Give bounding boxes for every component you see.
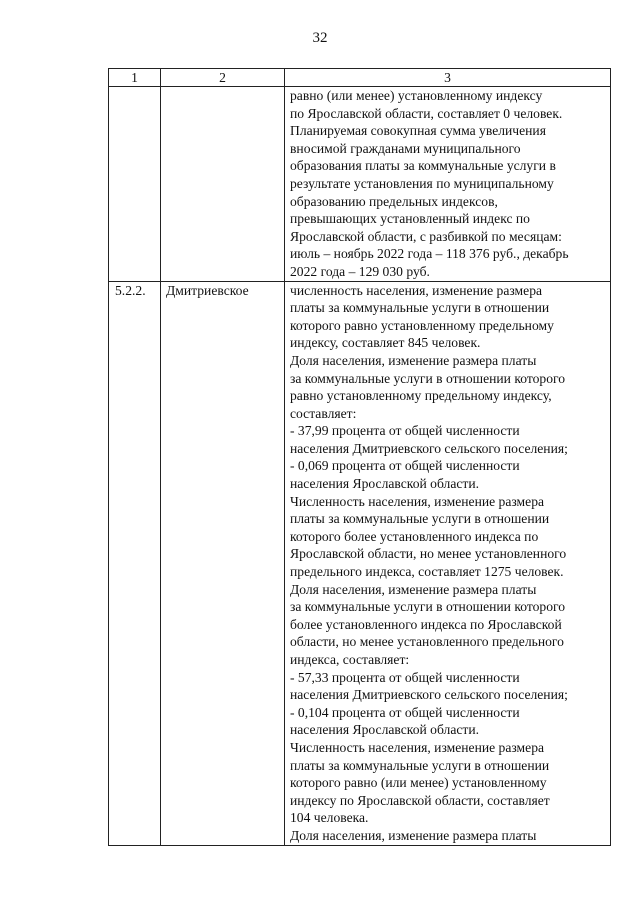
text-line: более установленного индекса по Ярославской [290, 616, 562, 632]
text-line: - 0,104 процента от общей численности [290, 704, 520, 720]
column-header-2: 2 [161, 69, 285, 87]
text-line: Планируемая совокупная сумма увеличения [290, 123, 546, 139]
row-name-cell: Дмитриевское [161, 281, 285, 845]
text-line: образования платы за коммунальные услуги в [290, 158, 556, 174]
text-line: - 0,069 процента от общей численности [290, 458, 520, 474]
text-line: населения Дмитриевского сельского поселения; [290, 440, 568, 456]
text-line: равно (или менее) установленному индексу [290, 88, 543, 103]
text-line: платы за коммунальные услуги в отношении [290, 757, 550, 773]
table-header-row [109, 69, 611, 87]
text-line: июль – ноябрь 2022 года – 118 376 руб., декабрь [290, 246, 569, 262]
row-number-cell [109, 87, 161, 282]
table-row [109, 87, 611, 282]
text-line: Доля населения, изменение размера платы [290, 827, 537, 843]
text-line: Ярославской области, но менее установленного [290, 546, 567, 562]
text-line: Ярославской области, с разбивкой по месяцам: [290, 228, 562, 244]
text-line: превышающих установленный индекс по [290, 211, 530, 227]
text-line: 2022 года – 129 030 руб. [290, 263, 430, 279]
text-line: результате установления по муниципальному [290, 175, 554, 191]
text-line: населения Ярославской области. [290, 476, 480, 492]
text-line: Численность населения, изменение размера [290, 739, 545, 755]
text-line: - 37,99 процента от общей численности [290, 423, 520, 439]
row-text-cell [285, 281, 611, 845]
text-line: которого равно (или менее) установленному [290, 775, 547, 791]
column-header-3: 3 [285, 69, 611, 87]
text-line: - 57,33 процента от общей численности [290, 669, 520, 685]
text-line: образованию предельных индексов, [290, 193, 498, 209]
row-name-cell [161, 87, 285, 282]
column-header-1: 1 [109, 69, 161, 87]
text-line: населения Ярославской области. [290, 722, 480, 738]
table-row [109, 281, 611, 845]
text-line: составляет: [290, 405, 357, 421]
data-table [108, 68, 611, 846]
text-line: которого более установленного индекса по [290, 528, 539, 544]
text-line: населения Дмитриевского сельского поселения; [290, 687, 568, 703]
text-line: платы за коммунальные услуги в отношении [290, 300, 550, 316]
text-line: по Ярославской области, составляет 0 человек. [290, 105, 563, 121]
text-line: индексу по Ярославской области, составляет [290, 792, 550, 808]
text-line: равно установленному предельному индексу, [290, 388, 552, 404]
text-line: Доля населения, изменение размера платы [290, 352, 537, 368]
row-number-cell: 5.2.2. [109, 281, 161, 845]
text-line: Доля населения, изменение размера платы [290, 581, 537, 597]
text-line: индексу, составляет 845 человек. [290, 335, 481, 351]
text-line: платы за коммунальные услуги в отношении [290, 511, 550, 527]
text-line: численность населения, изменение размера [290, 282, 543, 298]
text-line: Численность населения, изменение размера [290, 493, 545, 509]
text-line: области, но менее установленного предельного [290, 634, 564, 650]
text-line: 104 человека. [290, 810, 369, 826]
text-line: за коммунальные услуги в отношении которого [290, 370, 566, 386]
text-line: вносимой гражданами муниципального [290, 140, 521, 156]
page-number: 32 [312, 30, 328, 46]
text-line: индекса, составляет: [290, 652, 410, 667]
text-line: предельного индекса, составляет 1275 человек. [290, 564, 564, 580]
text-line: за коммунальные услуги в отношении которого [290, 599, 566, 615]
text-line: которого равно установленному предельному [290, 317, 554, 333]
row-text-cell [285, 87, 611, 282]
